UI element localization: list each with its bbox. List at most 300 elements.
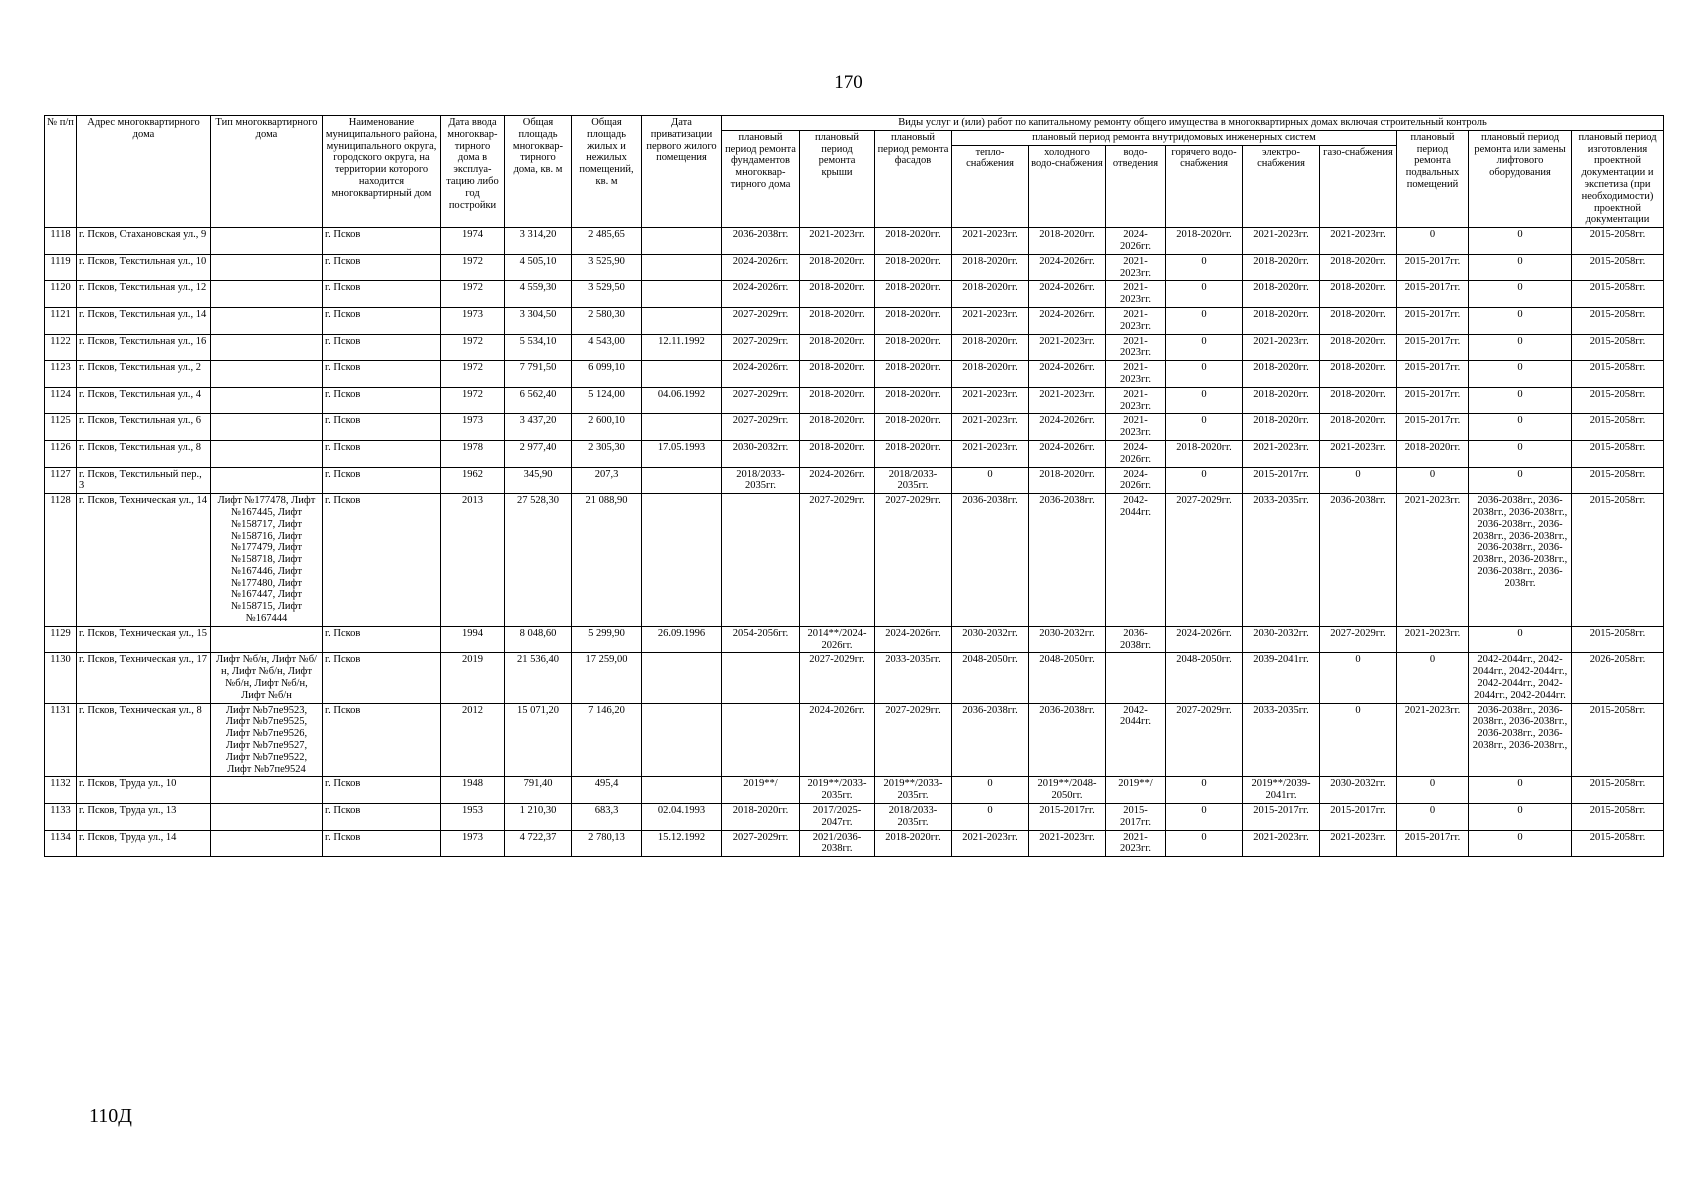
cell-hot-water: 2027-2029гг. bbox=[1166, 494, 1243, 627]
cell-electric: 2018-2020гг. bbox=[1243, 307, 1320, 334]
table-row bbox=[45, 494, 1664, 627]
cell-heat: 2018-2020гг. bbox=[952, 361, 1029, 388]
cell-type bbox=[211, 414, 323, 441]
cell-hot-water: 0 bbox=[1166, 777, 1243, 804]
cell-municipality: г. Псков bbox=[323, 777, 441, 804]
cell-elevator: 0 bbox=[1469, 281, 1572, 308]
cell-privatization bbox=[642, 777, 722, 804]
header-living-area: Общая площадь жилых и нежилых помещений, кв. м bbox=[572, 116, 642, 228]
table-row bbox=[45, 281, 1664, 308]
cell-address: г. Псков, Труда ул., 10 bbox=[77, 777, 211, 804]
cell-commission: 2019 bbox=[441, 653, 505, 703]
cell-design: 2015-2058гг. bbox=[1572, 387, 1664, 414]
cell-hot-water: 0 bbox=[1166, 414, 1243, 441]
cell-num: 1131 bbox=[45, 703, 77, 777]
cell-living-area: 5 124,00 bbox=[572, 387, 642, 414]
cell-gas: 2021-2023гг. bbox=[1320, 440, 1397, 467]
table-row bbox=[45, 653, 1664, 703]
cell-municipality: г. Псков bbox=[323, 703, 441, 777]
cell-address: г. Псков, Текстильная ул., 2 bbox=[77, 361, 211, 388]
cell-heat: 2048-2050гг. bbox=[952, 653, 1029, 703]
table-body bbox=[45, 228, 1664, 857]
cell-cold-water: 2021-2023гг. bbox=[1029, 830, 1106, 857]
cell-elevator: 0 bbox=[1469, 228, 1572, 255]
cell-commission: 1972 bbox=[441, 281, 505, 308]
cell-elevator: 0 bbox=[1469, 254, 1572, 281]
cell-privatization bbox=[642, 703, 722, 777]
cell-basement: 0 bbox=[1397, 804, 1469, 831]
cell-hot-water: 0 bbox=[1166, 804, 1243, 831]
cell-type: Лифт №177478, Лифт №167445, Лифт №158717, Лифт №158716, Лифт №177479, Лифт №158718, Лифт №167446, Лифт №177480, Лифт №167447, Лифт №158715, Лифт №167444 bbox=[211, 494, 323, 627]
cell-municipality: г. Псков bbox=[323, 494, 441, 627]
cell-basement: 2021-2023гг. bbox=[1397, 494, 1469, 627]
cell-total-area: 7 791,50 bbox=[505, 361, 572, 388]
cell-total-area: 3 314,20 bbox=[505, 228, 572, 255]
cell-design: 2015-2058гг. bbox=[1572, 494, 1664, 627]
cell-basement: 2021-2023гг. bbox=[1397, 703, 1469, 777]
cell-foundation: 2018-2020гг. bbox=[722, 804, 800, 831]
cell-total-area: 4 505,10 bbox=[505, 254, 572, 281]
cell-basement: 2021-2023гг. bbox=[1397, 626, 1469, 653]
cell-address: г. Псков, Текстильная ул., 10 bbox=[77, 254, 211, 281]
cell-electric: 2039-2041гг. bbox=[1243, 653, 1320, 703]
cell-facade: 2018-2020гг. bbox=[875, 254, 952, 281]
cell-privatization bbox=[642, 361, 722, 388]
cell-num: 1124 bbox=[45, 387, 77, 414]
cell-roof: 2018-2020гг. bbox=[800, 307, 875, 334]
cell-type bbox=[211, 361, 323, 388]
cell-gas: 2018-2020гг. bbox=[1320, 414, 1397, 441]
cell-facade: 2027-2029гг. bbox=[875, 494, 952, 627]
cell-privatization bbox=[642, 281, 722, 308]
header-num: № п/п bbox=[45, 116, 77, 228]
cell-basement: 2015-2017гг. bbox=[1397, 334, 1469, 361]
cell-elevator: 2036-2038гг., 2036-2038гг., 2036-2038гг., 2036-2038гг., 2036-2038гг., 2036-2038гг., bbox=[1469, 703, 1572, 777]
cell-foundation: 2027-2029гг. bbox=[722, 334, 800, 361]
cell-privatization bbox=[642, 653, 722, 703]
cell-num: 1120 bbox=[45, 281, 77, 308]
cell-municipality: г. Псков bbox=[323, 387, 441, 414]
cell-num: 1130 bbox=[45, 653, 77, 703]
cell-address: г. Псков, Труда ул., 14 bbox=[77, 830, 211, 857]
cell-total-area: 345,90 bbox=[505, 467, 572, 494]
cell-elevator: 0 bbox=[1469, 830, 1572, 857]
cell-cold-water: 2024-2026гг. bbox=[1029, 281, 1106, 308]
cell-facade: 2018-2020гг. bbox=[875, 307, 952, 334]
cell-roof: 2024-2026гг. bbox=[800, 467, 875, 494]
cell-total-area: 3 304,50 bbox=[505, 307, 572, 334]
cell-facade: 2018-2020гг. bbox=[875, 387, 952, 414]
cell-address: г. Псков, Техническая ул., 14 bbox=[77, 494, 211, 627]
cell-sewer: 2021-2023гг. bbox=[1106, 334, 1166, 361]
cell-basement: 2015-2017гг. bbox=[1397, 387, 1469, 414]
cell-basement: 2015-2017гг. bbox=[1397, 414, 1469, 441]
cell-design: 2015-2058гг. bbox=[1572, 804, 1664, 831]
table-row bbox=[45, 228, 1664, 255]
cell-roof: 2018-2020гг. bbox=[800, 281, 875, 308]
cell-living-area: 6 099,10 bbox=[572, 361, 642, 388]
cell-elevator: 2036-2038гг., 2036-2038гг., 2036-2038гг., 2036-2038гг., 2036-2038гг., 2036-2038гг., 2036-2038гг., 2036-2038гг., 2036-2038гг., 2036-2038гг., 2036-2038гг. bbox=[1469, 494, 1572, 627]
cell-address: г. Псков, Текстильная ул., 4 bbox=[77, 387, 211, 414]
cell-privatization: 12.11.1992 bbox=[642, 334, 722, 361]
cell-roof: 2018-2020гг. bbox=[800, 334, 875, 361]
cell-foundation: 2018/2033-2035гг. bbox=[722, 467, 800, 494]
cell-foundation: 2036-2038гг. bbox=[722, 228, 800, 255]
cell-num: 1133 bbox=[45, 804, 77, 831]
cell-num: 1128 bbox=[45, 494, 77, 627]
cell-num: 1123 bbox=[45, 361, 77, 388]
cell-sewer: 2021-2023гг. bbox=[1106, 414, 1166, 441]
cell-electric: 2018-2020гг. bbox=[1243, 414, 1320, 441]
cell-living-area: 7 146,20 bbox=[572, 703, 642, 777]
cell-num: 1119 bbox=[45, 254, 77, 281]
cell-address: г. Псков, Текстильная ул., 8 bbox=[77, 440, 211, 467]
cell-design: 2015-2058гг. bbox=[1572, 703, 1664, 777]
cell-design: 2015-2058гг. bbox=[1572, 414, 1664, 441]
cell-heat: 2018-2020гг. bbox=[952, 254, 1029, 281]
cell-privatization: 26.09.1996 bbox=[642, 626, 722, 653]
cell-municipality: г. Псков bbox=[323, 440, 441, 467]
cell-facade: 2018-2020гг. bbox=[875, 281, 952, 308]
cell-total-area: 15 071,20 bbox=[505, 703, 572, 777]
cell-cold-water: 2024-2026гг. bbox=[1029, 254, 1106, 281]
cell-cold-water: 2036-2038гг. bbox=[1029, 494, 1106, 627]
cell-electric: 2018-2020гг. bbox=[1243, 361, 1320, 388]
cell-municipality: г. Псков bbox=[323, 334, 441, 361]
cell-basement: 0 bbox=[1397, 653, 1469, 703]
cell-gas: 0 bbox=[1320, 703, 1397, 777]
cell-foundation: 2027-2029гг. bbox=[722, 414, 800, 441]
header-cold-water: холодного водо-снабжения bbox=[1029, 145, 1106, 228]
cell-municipality: г. Псков bbox=[323, 653, 441, 703]
cell-gas: 2015-2017гг. bbox=[1320, 804, 1397, 831]
header-heat: тепло-снабжения bbox=[952, 145, 1029, 228]
cell-hot-water: 0 bbox=[1166, 387, 1243, 414]
cell-commission: 1972 bbox=[441, 361, 505, 388]
cell-heat: 2030-2032гг. bbox=[952, 626, 1029, 653]
cell-roof: 2018-2020гг. bbox=[800, 254, 875, 281]
table-row bbox=[45, 467, 1664, 494]
cell-type bbox=[211, 307, 323, 334]
table-row bbox=[45, 440, 1664, 467]
cell-living-area: 683,3 bbox=[572, 804, 642, 831]
cell-cold-water: 2048-2050гг. bbox=[1029, 653, 1106, 703]
cell-type: Лифт №b7пе9523, Лифт №b7пе9525, Лифт №b7пе9526, Лифт №b7пе9527, Лифт №b7пе9522, Лифт №b7пе9524 bbox=[211, 703, 323, 777]
cell-sewer: 2042-2044гг. bbox=[1106, 494, 1166, 627]
cell-type bbox=[211, 387, 323, 414]
cell-roof: 2024-2026гг. bbox=[800, 703, 875, 777]
cell-cold-water: 2024-2026гг. bbox=[1029, 307, 1106, 334]
cell-municipality: г. Псков bbox=[323, 254, 441, 281]
cell-sewer: 2021-2023гг. bbox=[1106, 387, 1166, 414]
cell-heat: 2021-2023гг. bbox=[952, 440, 1029, 467]
cell-elevator: 0 bbox=[1469, 387, 1572, 414]
cell-electric: 2018-2020гг. bbox=[1243, 281, 1320, 308]
cell-design: 2015-2058гг. bbox=[1572, 467, 1664, 494]
cell-cold-water: 2021-2023гг. bbox=[1029, 334, 1106, 361]
cell-commission: 2013 bbox=[441, 494, 505, 627]
cell-type bbox=[211, 467, 323, 494]
cell-commission: 1972 bbox=[441, 387, 505, 414]
cell-address: г. Псков, Текстильная ул., 12 bbox=[77, 281, 211, 308]
header-total-area: Общая площадь многоквар-тирного дома, кв. м bbox=[505, 116, 572, 228]
header-sewer: водо-отведения bbox=[1106, 145, 1166, 228]
cell-hot-water: 0 bbox=[1166, 254, 1243, 281]
cell-num: 1132 bbox=[45, 777, 77, 804]
cell-elevator: 0 bbox=[1469, 440, 1572, 467]
cell-commission: 1973 bbox=[441, 307, 505, 334]
cell-foundation: 2030-2032гг. bbox=[722, 440, 800, 467]
cell-facade: 2033-2035гг. bbox=[875, 653, 952, 703]
cell-address: г. Псков, Текстильная ул., 16 bbox=[77, 334, 211, 361]
cell-municipality: г. Псков bbox=[323, 830, 441, 857]
cell-facade: 2024-2026гг. bbox=[875, 626, 952, 653]
cell-sewer bbox=[1106, 653, 1166, 703]
cell-sewer: 2021-2023гг. bbox=[1106, 830, 1166, 857]
cell-elevator: 0 bbox=[1469, 414, 1572, 441]
cell-commission: 2012 bbox=[441, 703, 505, 777]
cell-heat: 2021-2023гг. bbox=[952, 228, 1029, 255]
header-electric: электро-снабжения bbox=[1243, 145, 1320, 228]
cell-heat: 2021-2023гг. bbox=[952, 307, 1029, 334]
cell-elevator: 0 bbox=[1469, 307, 1572, 334]
cell-commission: 1974 bbox=[441, 228, 505, 255]
cell-heat: 0 bbox=[952, 467, 1029, 494]
cell-basement: 2015-2017гг. bbox=[1397, 307, 1469, 334]
cell-design: 2015-2058гг. bbox=[1572, 254, 1664, 281]
cell-municipality: г. Псков bbox=[323, 626, 441, 653]
cell-type bbox=[211, 440, 323, 467]
table-row bbox=[45, 307, 1664, 334]
cell-commission: 1978 bbox=[441, 440, 505, 467]
cell-foundation: 2024-2026гг. bbox=[722, 281, 800, 308]
cell-type bbox=[211, 777, 323, 804]
cell-design: 2015-2058гг. bbox=[1572, 440, 1664, 467]
cell-hot-water: 0 bbox=[1166, 334, 1243, 361]
cell-foundation: 2054-2056гг. bbox=[722, 626, 800, 653]
header-address: Адрес многоквартирного дома bbox=[77, 116, 211, 228]
cell-cold-water: 2019**/2048-2050гг. bbox=[1029, 777, 1106, 804]
cell-roof: 2018-2020гг. bbox=[800, 361, 875, 388]
cell-heat: 2018-2020гг. bbox=[952, 334, 1029, 361]
cell-living-area: 2 600,10 bbox=[572, 414, 642, 441]
cell-total-area: 27 528,30 bbox=[505, 494, 572, 627]
cell-municipality: г. Псков bbox=[323, 228, 441, 255]
cell-cold-water: 2021-2023гг. bbox=[1029, 387, 1106, 414]
cell-roof: 2021/2036-2038гг. bbox=[800, 830, 875, 857]
header-basement: плановый период ремонта подвальных помещений bbox=[1397, 130, 1469, 227]
table-row bbox=[45, 777, 1664, 804]
cell-commission: 1953 bbox=[441, 804, 505, 831]
cell-hot-water: 2018-2020гг. bbox=[1166, 440, 1243, 467]
cell-privatization bbox=[642, 228, 722, 255]
cell-gas: 2018-2020гг. bbox=[1320, 307, 1397, 334]
cell-address: г. Псков, Техническая ул., 8 bbox=[77, 703, 211, 777]
cell-privatization bbox=[642, 307, 722, 334]
cell-design: 2026-2058гг. bbox=[1572, 653, 1664, 703]
cell-cold-water: 2015-2017гг. bbox=[1029, 804, 1106, 831]
cell-hot-water: 0 bbox=[1166, 281, 1243, 308]
cell-address: г. Псков, Труда ул., 13 bbox=[77, 804, 211, 831]
cell-living-area: 2 305,30 bbox=[572, 440, 642, 467]
cell-facade: 2027-2029гг. bbox=[875, 703, 952, 777]
cell-cold-water: 2036-2038гг. bbox=[1029, 703, 1106, 777]
cell-electric: 2021-2023гг. bbox=[1243, 228, 1320, 255]
cell-commission: 1962 bbox=[441, 467, 505, 494]
cell-electric: 2015-2017гг. bbox=[1243, 804, 1320, 831]
cell-type bbox=[211, 830, 323, 857]
cell-sewer: 2021-2023гг. bbox=[1106, 307, 1166, 334]
header-gas: газо-снабжения bbox=[1320, 145, 1397, 228]
cell-hot-water: 0 bbox=[1166, 307, 1243, 334]
cell-address: г. Псков, Техническая ул., 15 bbox=[77, 626, 211, 653]
cell-elevator: 0 bbox=[1469, 334, 1572, 361]
cell-sewer: 2019**/ bbox=[1106, 777, 1166, 804]
cell-electric: 2030-2032гг. bbox=[1243, 626, 1320, 653]
cell-type: Лифт №б/н, Лифт №б/н, Лифт №б/н, Лифт №б/н, Лифт №б/н, Лифт №б/н bbox=[211, 653, 323, 703]
cell-total-area: 2 977,40 bbox=[505, 440, 572, 467]
cell-basement: 2018-2020гг. bbox=[1397, 440, 1469, 467]
cell-facade: 2018-2020гг. bbox=[875, 361, 952, 388]
cell-roof: 2027-2029гг. bbox=[800, 653, 875, 703]
cell-gas: 2018-2020гг. bbox=[1320, 334, 1397, 361]
cell-privatization: 15.12.1992 bbox=[642, 830, 722, 857]
cell-basement: 2015-2017гг. bbox=[1397, 254, 1469, 281]
cell-commission: 1972 bbox=[441, 254, 505, 281]
cell-facade: 2018-2020гг. bbox=[875, 830, 952, 857]
cell-sewer: 2021-2023гг. bbox=[1106, 281, 1166, 308]
cell-type bbox=[211, 334, 323, 361]
cell-facade: 2018/2033-2035гг. bbox=[875, 804, 952, 831]
cell-foundation bbox=[722, 494, 800, 627]
cell-elevator: 0 bbox=[1469, 626, 1572, 653]
cell-elevator: 0 bbox=[1469, 361, 1572, 388]
table-row bbox=[45, 703, 1664, 777]
cell-privatization bbox=[642, 467, 722, 494]
cell-roof: 2018-2020гг. bbox=[800, 387, 875, 414]
cell-privatization bbox=[642, 494, 722, 627]
table-row bbox=[45, 387, 1664, 414]
cell-elevator: 2042-2044гг., 2042-2044гг., 2042-2044гг., 2042-2044гг., 2042-2044гг., 2042-2044гг. bbox=[1469, 653, 1572, 703]
cell-gas: 2027-2029гг. bbox=[1320, 626, 1397, 653]
cell-total-area: 3 437,20 bbox=[505, 414, 572, 441]
cell-facade: 2018-2020гг. bbox=[875, 414, 952, 441]
header-type: Тип многоквартирного дома bbox=[211, 116, 323, 228]
cell-sewer: 2024-2026гг. bbox=[1106, 467, 1166, 494]
cell-address: г. Псков, Текстильная ул., 6 bbox=[77, 414, 211, 441]
cell-hot-water: 2018-2020гг. bbox=[1166, 228, 1243, 255]
cell-heat: 2036-2038гг. bbox=[952, 494, 1029, 627]
cell-municipality: г. Псков bbox=[323, 467, 441, 494]
table-row bbox=[45, 804, 1664, 831]
cell-heat: 2018-2020гг. bbox=[952, 281, 1029, 308]
cell-design: 2015-2058гг. bbox=[1572, 777, 1664, 804]
cell-sewer: 2042-2044гг. bbox=[1106, 703, 1166, 777]
cell-gas: 0 bbox=[1320, 467, 1397, 494]
cell-cold-water: 2024-2026гг. bbox=[1029, 361, 1106, 388]
cell-living-area: 21 088,90 bbox=[572, 494, 642, 627]
cell-roof: 2027-2029гг. bbox=[800, 494, 875, 627]
cell-total-area: 21 536,40 bbox=[505, 653, 572, 703]
table-header bbox=[45, 116, 1664, 228]
cell-living-area: 495,4 bbox=[572, 777, 642, 804]
cell-gas: 2018-2020гг. bbox=[1320, 387, 1397, 414]
cell-sewer: 2021-2023гг. bbox=[1106, 361, 1166, 388]
cell-municipality: г. Псков bbox=[323, 804, 441, 831]
cell-privatization bbox=[642, 414, 722, 441]
cell-hot-water: 2048-2050гг. bbox=[1166, 653, 1243, 703]
table-row bbox=[45, 414, 1664, 441]
table-row bbox=[45, 334, 1664, 361]
cell-foundation: 2019**/ bbox=[722, 777, 800, 804]
cell-type bbox=[211, 254, 323, 281]
table-row bbox=[45, 626, 1664, 653]
cell-total-area: 4 722,37 bbox=[505, 830, 572, 857]
cell-type bbox=[211, 228, 323, 255]
cell-living-area: 17 259,00 bbox=[572, 653, 642, 703]
cell-heat: 2021-2023гг. bbox=[952, 387, 1029, 414]
cell-living-area: 2 780,13 bbox=[572, 830, 642, 857]
cell-gas: 2018-2020гг. bbox=[1320, 281, 1397, 308]
cell-num: 1126 bbox=[45, 440, 77, 467]
cell-design: 2015-2058гг. bbox=[1572, 334, 1664, 361]
cell-heat: 0 bbox=[952, 777, 1029, 804]
cell-type bbox=[211, 804, 323, 831]
header-hot-water: горячего водо-снабжения bbox=[1166, 145, 1243, 228]
header-roof: плановый период ремонта крыши bbox=[800, 130, 875, 227]
cell-gas: 2036-2038гг. bbox=[1320, 494, 1397, 627]
table-row bbox=[45, 830, 1664, 857]
cell-gas: 0 bbox=[1320, 653, 1397, 703]
cell-living-area: 5 299,90 bbox=[572, 626, 642, 653]
cell-electric: 2015-2017гг. bbox=[1243, 467, 1320, 494]
header-foundation: плановый период ремонта фундаментов многоквар-тирного дома bbox=[722, 130, 800, 227]
cell-basement: 2015-2017гг. bbox=[1397, 830, 1469, 857]
cell-elevator: 0 bbox=[1469, 467, 1572, 494]
cell-electric: 2033-2035гг. bbox=[1243, 703, 1320, 777]
cell-total-area: 8 048,60 bbox=[505, 626, 572, 653]
cell-privatization: 02.04.1993 bbox=[642, 804, 722, 831]
cell-heat: 2021-2023гг. bbox=[952, 830, 1029, 857]
header-systems-group: плановый период ремонта внутридомовых инженерных систем bbox=[952, 130, 1397, 145]
cell-commission: 1972 bbox=[441, 334, 505, 361]
cell-design: 2015-2058гг. bbox=[1572, 626, 1664, 653]
cell-facade: 2018-2020гг. bbox=[875, 228, 952, 255]
cell-heat: 0 bbox=[952, 804, 1029, 831]
cell-type bbox=[211, 626, 323, 653]
cell-gas: 2018-2020гг. bbox=[1320, 361, 1397, 388]
cell-privatization: 17.05.1993 bbox=[642, 440, 722, 467]
cell-electric: 2018-2020гг. bbox=[1243, 254, 1320, 281]
cell-cold-water: 2030-2032гг. bbox=[1029, 626, 1106, 653]
cell-commission: 1948 bbox=[441, 777, 505, 804]
cell-total-area: 5 534,10 bbox=[505, 334, 572, 361]
cell-total-area: 1 210,30 bbox=[505, 804, 572, 831]
cell-design: 2015-2058гг. bbox=[1572, 307, 1664, 334]
cell-privatization bbox=[642, 254, 722, 281]
cell-hot-water: 2027-2029гг. bbox=[1166, 703, 1243, 777]
cell-foundation: 2027-2029гг. bbox=[722, 387, 800, 414]
cell-roof: 2018-2020гг. bbox=[800, 414, 875, 441]
cell-foundation: 2024-2026гг. bbox=[722, 254, 800, 281]
cell-municipality: г. Псков bbox=[323, 307, 441, 334]
cell-electric: 2021-2023гг. bbox=[1243, 440, 1320, 467]
capital-repair-table bbox=[44, 115, 1664, 857]
header-design: плановый период изготовления проектной документации и экспетиза (при необходимости) проектной документации bbox=[1572, 130, 1664, 227]
cell-elevator: 0 bbox=[1469, 804, 1572, 831]
header-works-group: Виды услуг и (или) работ по капитальному ремонту общего имущества в многоквартирных домах включая строительный контроль bbox=[722, 116, 1664, 131]
cell-living-area: 2 485,65 bbox=[572, 228, 642, 255]
